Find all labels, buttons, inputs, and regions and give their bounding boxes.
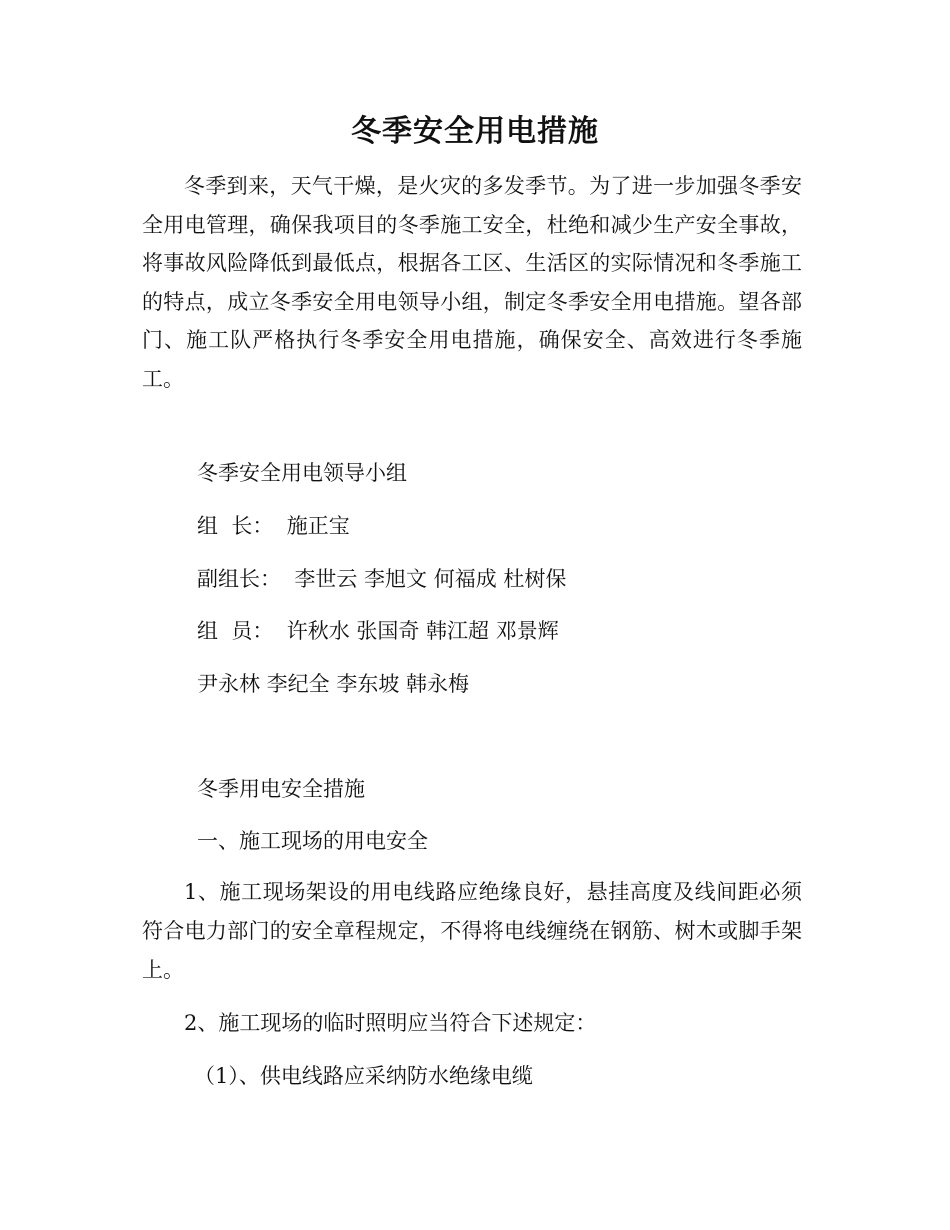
members-line: 组 员： 许秋水 张国奇 韩江超 邓景辉 [197,619,559,643]
intro-paragraph: 冬季到来，天气干燥，是火灾的多发季节。为了进一步加强冬季安全用电管理，确保我项目的冬季施工安全，杜绝和减少生产安全事故，将事故风险降低到最低点，根据各工区、生活区的实际情况和冬季施工的特点，成立冬季安全用电领导小组，制定冬季安全用电措施。望各部门、施工队严格执行冬季安全用电措施，确保安全、高效进行冬季施工。 [142,174,802,391]
document-title: 冬季安全用电措施 [351,114,599,149]
item-two-one-line: （1）、供电线路应采纳防水绝缘电缆 [194,1064,533,1088]
measures-heading: 冬季用电安全措施 [197,777,365,801]
leader-line: 组 长： 施正宝 [197,514,350,538]
leadership-heading: 冬季安全用电领导小组 [197,461,407,485]
section-one-heading: 一、施工现场的用电安全 [197,829,428,853]
item-one-paragraph: 1、施工现场架设的用电线路应绝缘良好，悬挂高度及线间距必须符合电力部门的安全章程规定，不得将电线缠绕在钢筋、树木或脚手架上。 [142,880,802,982]
item-two-line: 2、施工现场的临时照明应当符合下述规定： [184,1011,597,1035]
members-continued-line: 尹永林 李纪全 李东坡 韩永梅 [197,672,470,696]
deputy-line: 副组长： 李世云 李旭文 何福成 杜树保 [197,567,567,591]
